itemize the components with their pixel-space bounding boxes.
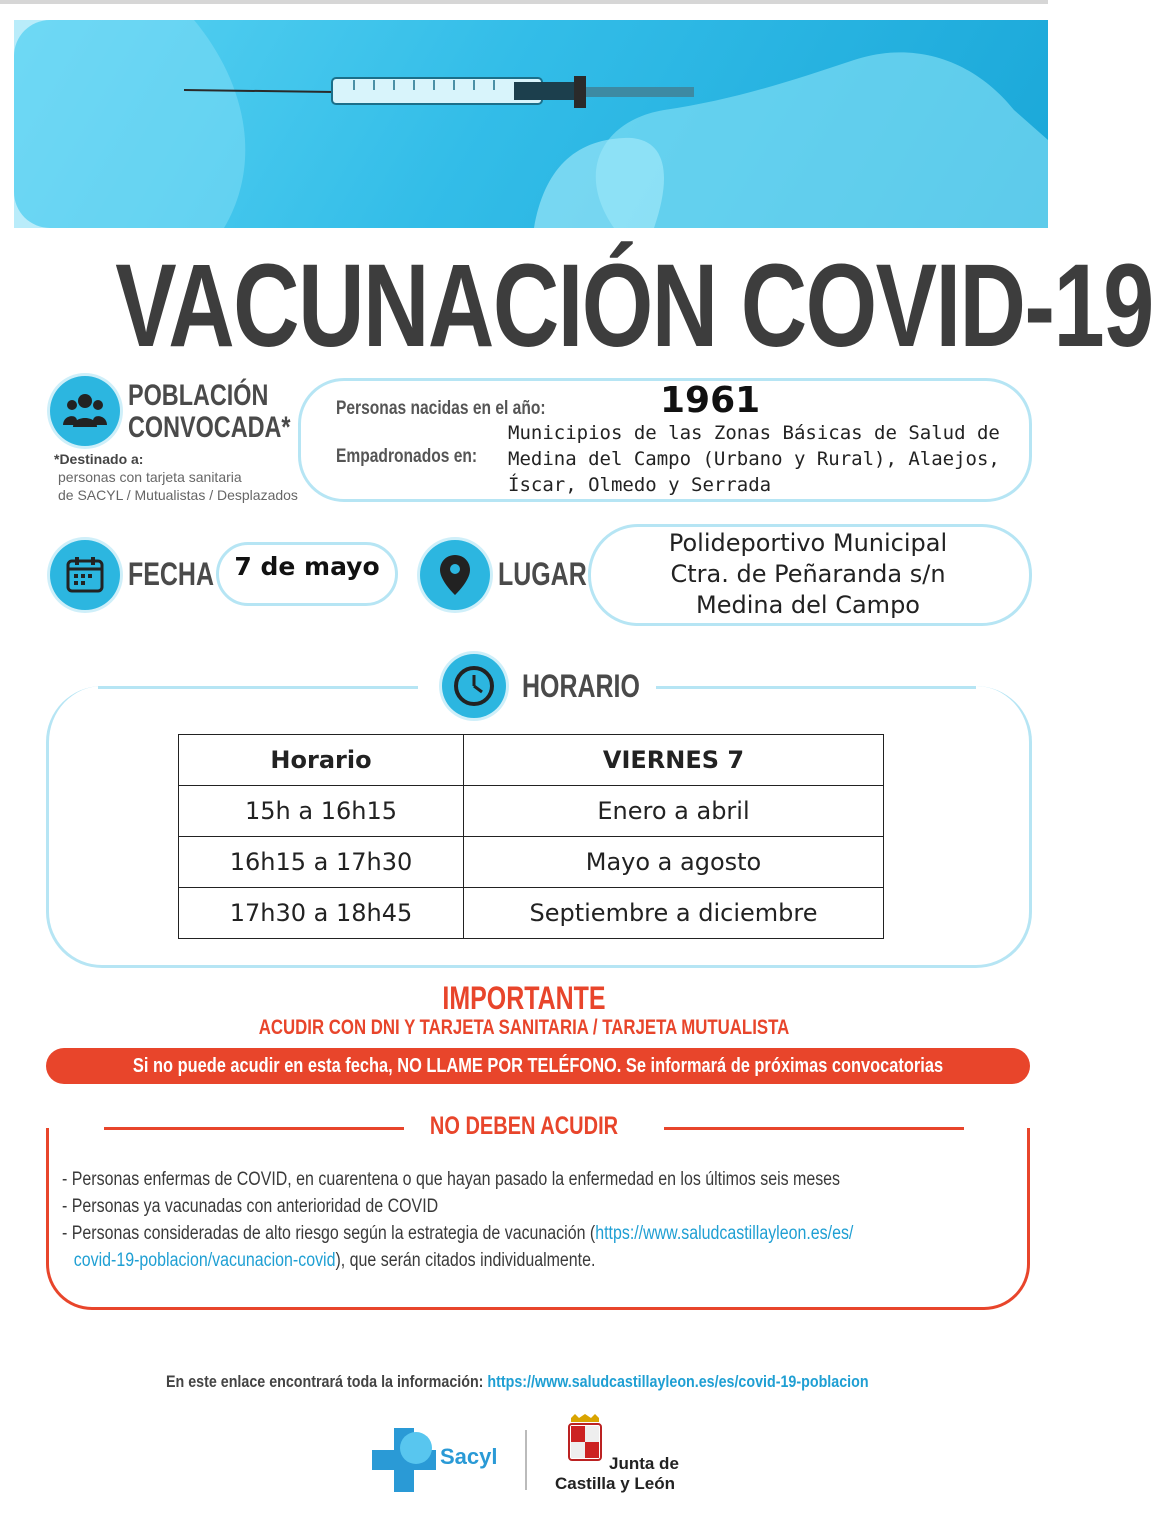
table-cell: 17h30 a 18h45 <box>179 888 464 939</box>
warning-banner-text: Si no puede acudir en esta fecha, NO LLAME POR TELÉFONO. Se informará de próximas convocatorias <box>132 1054 944 1077</box>
footer-info-text: En este enlace encontrará toda la información: <box>166 1372 488 1391</box>
destinado-line2: de SACYL / Mutualistas / Desplazados <box>58 487 298 503</box>
warning-banner <box>46 1048 1030 1084</box>
page-title: VACUNACIÓN COVID-19 <box>115 240 1153 372</box>
fecha-label: FECHA <box>128 556 214 592</box>
no-deben-heading: NO DEBEN ACUDIR <box>429 1112 619 1140</box>
calendar-icon <box>50 540 120 610</box>
table-row <box>179 786 884 837</box>
top-border <box>0 0 1048 4</box>
vacunacion-link-part1[interactable]: https://www.saludcastillayleon.es/es/ <box>595 1223 854 1244</box>
importante-heading: IMPORTANTE <box>442 980 606 1016</box>
destinado-note <box>54 450 298 504</box>
location-pin-icon <box>420 540 490 610</box>
footer-info-link[interactable]: https://www.saludcastillayleon.es/es/covid-19-poblacion <box>487 1372 869 1391</box>
destinado-line1: personas con tarjeta sanitaria <box>58 469 242 485</box>
nacidos-label: Personas nacidas en el año: <box>336 398 546 419</box>
table-cell: Enero a abril <box>464 786 884 837</box>
table-row <box>179 837 884 888</box>
municipios-line1: Municipios de las Zonas Básicas de Salud de <box>508 422 1000 444</box>
municipios-line2: Medina del Campo (Urbano y Rural), Alaejos, <box>508 448 1000 470</box>
coat-of-arms-icon <box>565 1414 605 1464</box>
list-item-continuation <box>62 1247 986 1274</box>
table-cell: 15h a 16h15 <box>179 786 464 837</box>
table-header-row <box>179 735 884 786</box>
junta-line2: Castilla y León <box>555 1474 675 1493</box>
syringe-illustration-icon <box>14 20 1048 228</box>
list-item: - Personas enfermas de COVID, en cuarentena o que hayan pasado la enfermedad en los últimos seis meses <box>62 1169 841 1190</box>
people-icon <box>50 376 120 446</box>
footer-info <box>166 1372 869 1392</box>
list-item-text: - Personas consideradas de alto riesgo según la estrategia de vacunación ( <box>62 1223 596 1244</box>
horario-heading: HORARIO <box>522 668 640 704</box>
table-cell: Mayo a agosto <box>464 837 884 888</box>
lugar-line2: Ctra. de Peñaranda s/n <box>670 560 946 588</box>
hero-banner <box>14 20 1048 228</box>
municipios-text <box>508 420 1000 498</box>
birth-year: 1961 <box>660 380 761 421</box>
poblacion-heading-line1: POBLACIÓN <box>128 379 269 412</box>
clock-icon <box>442 654 506 718</box>
table-row <box>179 888 884 939</box>
junta-logo <box>555 1414 715 1498</box>
municipios-line3: Íscar, Olmedo y Serrada <box>508 474 772 496</box>
importante-subheading: ACUDIR CON DNI Y TARJETA SANITARIA / TARJETA MUTUALISTA <box>258 1016 790 1039</box>
junta-line1: Junta de <box>609 1454 679 1473</box>
empadronados-label: Empadronados en: <box>336 446 478 467</box>
table-cell: Septiembre a diciembre <box>464 888 884 939</box>
poblacion-heading <box>128 380 291 444</box>
destinado-label: *Destinado a: <box>54 451 144 467</box>
sacyl-text: Sacyl <box>440 1444 498 1469</box>
no-deben-list <box>62 1166 986 1274</box>
column-header-horario: Horario <box>179 735 464 786</box>
column-header-viernes: VIERNES 7 <box>464 735 884 786</box>
list-item: - Personas ya vacunadas con anterioridad de COVID <box>62 1196 439 1217</box>
lugar-label: LUGAR <box>498 556 587 592</box>
lugar-line3: Medina del Campo <box>696 591 920 619</box>
horario-rule-left <box>98 686 418 689</box>
schedule-table <box>178 734 884 939</box>
lugar-address <box>588 528 1028 621</box>
sacyl-logo <box>372 1428 522 1492</box>
lugar-line1: Polideportivo Municipal <box>668 529 948 557</box>
list-item <box>62 1220 986 1247</box>
sacyl-cross-icon <box>372 1428 436 1492</box>
list-item-text: ), que serán citados individualmente. <box>335 1250 596 1271</box>
horario-rule-right <box>656 686 976 689</box>
vacunacion-link-part2[interactable]: covid-19-poblacion/vacunacion-covid <box>73 1250 336 1271</box>
poblacion-heading-line2: CONVOCADA* <box>128 411 291 444</box>
table-cell: 16h15 a 17h30 <box>179 837 464 888</box>
fecha-value: 7 de mayo <box>234 552 380 581</box>
logo-divider <box>525 1430 527 1490</box>
